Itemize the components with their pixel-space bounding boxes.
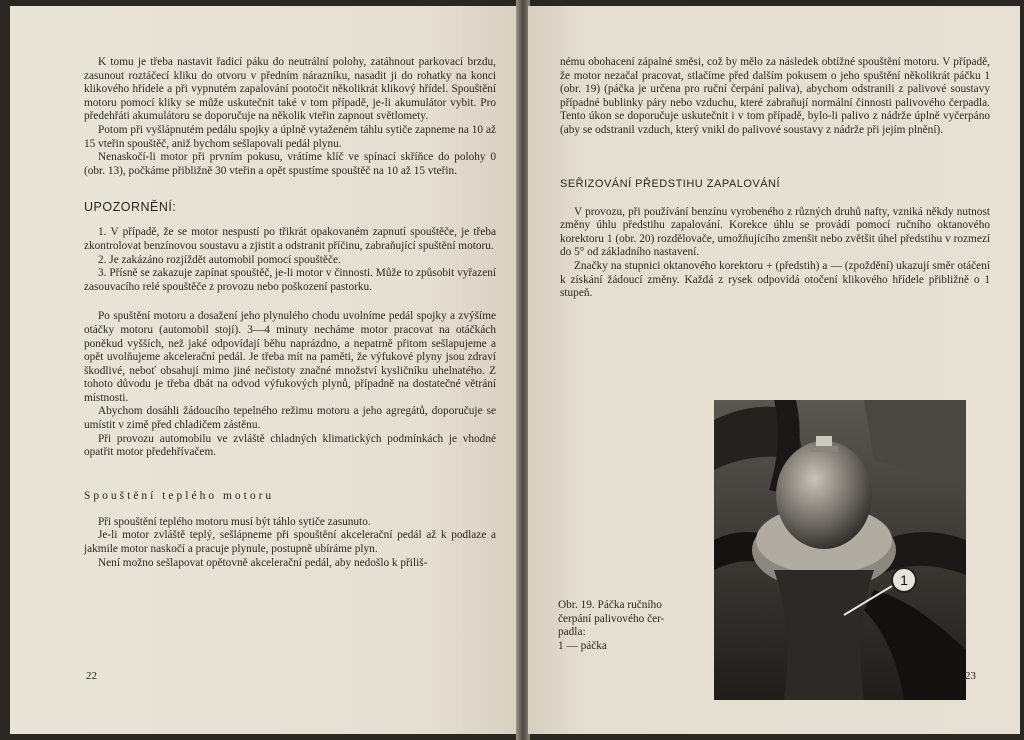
page-number-left: 22 <box>86 670 97 682</box>
paragraph: nému obohacení zápalné směsi, což by mělo za následek obtížné spouštění motoru. V případě, že motor nezačal pracovat, stlačíme před dalším pokusem o jeho spuštění několikrát páčku 1 (obr. 19) (páčka je určena pro ruční čerpání paliva), abychom odstranili z palivové soustavy případné bublinky páry nebo vzduchu, které zabraňují normální činnosti palivového čerpadla. Tento úkon se doporučuje uskutečnit i v tom případě, bylo-li palivo z nádrže úplně vyčerpáno (aby se odstranil vzduch, který vnikl do palivové soustavy z nádrže při jejím plnění). <box>560 56 990 136</box>
paragraph: 1. V případě, že se motor nespustí po třikrát opakovaném zapnutí spouštěče, je třeba zkontrolovat benzínovou soustavu a zjistit a odstranit příčinu, zabraňující spuštění motoru. <box>84 226 496 252</box>
warm-engine-heading: Spouštění teplého motoru <box>84 489 275 502</box>
paragraph: Nenaskočí-li motor při prvním pokusu, vrátíme klíč ve spínací skříňce do polohy 0 (obr. 13), počkáme přibližně 30 vteřin a opět spustíme spouštěč na 10 až 15 vteřin. <box>84 151 496 177</box>
paragraph: Při provozu automobilu ve zvláště chladných klimatických podmínkách je vhodné opatřit motor předehřívačem. <box>84 432 496 459</box>
left-intro-text <box>84 56 496 178</box>
paragraph: Po spuštění motoru a dosažení jeho plynulého chodu uvolníme pedál spojky a zvýšíme otáčky motoru (automobil stojí). 3—4 minuty necháme motor pracovat na otáčkách poněkud vyšších, než jaké odpovídají běhu naprázdno, a nepatrně přitom sešlapujeme a opět uvolňujeme akcelerační pedál. Je třeba mít na paměti, že výfukové plyny jsou zdraví škodlivé, neboť obsahují mimo jiné nečistoty značné množství kysličníku uhelnatého. Z tohoto důvodu je třeba dbát na odvod výfukových plynů, případně na dostatečné větrání místnosti. <box>84 310 496 404</box>
paragraph: Je-li motor zvláště teplý, sešlápneme při spouštění akcelerační pedál až k podlaze a jakmile motor naskočí a pracuje plynule, postupně ubíráme plyn. <box>84 529 496 556</box>
warning-list <box>84 226 496 294</box>
left-page <box>10 6 518 734</box>
caption-line: čerpání palivového čer- <box>558 612 665 625</box>
caption-line: 1 — páčka <box>558 639 607 652</box>
ignition-timing-text <box>560 206 990 301</box>
paragraph: V provozu, při používání benzínu vyrobeného z různých druhů nafty, vzniká někdy nutnost změny úhlu předstihu zapalování. Korekce úhlu se provádí pomocí ručního oktanového korektoru 1 (obr. 20) rozdělovače, umožňujícího zmenšit nebo zvětšit úhel předstihu v rozmezí do 5° od základního nastavení. <box>560 205 990 259</box>
paragraph: K tomu je třeba nastavit řadicí páku do neutrální polohy, zatáhnout parkovací brzdu, zasunout roztáčecí kliku do otvoru v předním nárazníku, nasadit ji do rohatky na konci klikového hřídele a při vypnutém zapalování pootočit několikrát klikový hřídel. Spouštění motoru pomocí kliky se může uskutečnit také v tom případě, je-li akumulátor vybit. Pro předehřáti akumulátoru se doporučuje na několik vteřin zapnout světlomety. <box>84 56 496 123</box>
fuel-pump-photo <box>714 400 966 700</box>
warning-heading: UPOZORNĚNÍ: <box>84 200 177 215</box>
paragraph: Při spouštění teplého motoru musí být táhlo sytiče zasunuto. <box>98 515 371 528</box>
caption-line: padla: <box>558 626 586 639</box>
caption-line: Obr. 19. Páčka ručního <box>558 599 662 611</box>
paragraph: Značky na stupnici oktanového korektoru + (předstih) a — (zpoždění) ukazují směr otáčení k získání žádoucí změny. Každá z rysek odpovídá otočení klikového hřídele přibližně o 1 stupeň. <box>560 259 990 300</box>
right-page <box>528 6 1020 734</box>
paragraph: Potom při vyšlápnutém pedálu spojky a úplně vytaženém táhlu sytiče zapneme na 10 až 15 vteřin spouštěč, aniž bychom sešlapovali pedál plynu. <box>84 123 496 150</box>
fuel-pump-illustration <box>714 400 966 700</box>
callout-label: 1 <box>900 572 908 588</box>
ignition-timing-heading: SEŘIZOVÁNÍ PŘEDSTIHU ZAPALOVÁNÍ <box>560 177 781 190</box>
left-body-text <box>84 310 496 460</box>
right-intro-text <box>560 56 990 138</box>
page-number-right: 23 <box>965 670 976 682</box>
paragraph: 2. Je zakázáno rozjíždět automobil pomocí spouštěče. <box>98 253 341 266</box>
paragraph: Abychom dosáhli žádoucího tepelného režimu motoru a jeho agregátů, doporučuje se umístit v zimě před chladičem zástěnu. <box>84 405 496 432</box>
figure-caption <box>558 599 708 653</box>
warm-engine-text <box>84 516 496 570</box>
paragraph: 3. Přísně se zakazuje zapínat spouštěč, je-li motor v činnosti. Může to způsobit vyřazení zasouvacího relé spouštěče z provozu nebo poškození pastorku. <box>84 267 496 293</box>
paragraph: Není možno sešlapovat opětovně akcelerační pedál, aby nedošlo k přiliš- <box>98 556 428 569</box>
